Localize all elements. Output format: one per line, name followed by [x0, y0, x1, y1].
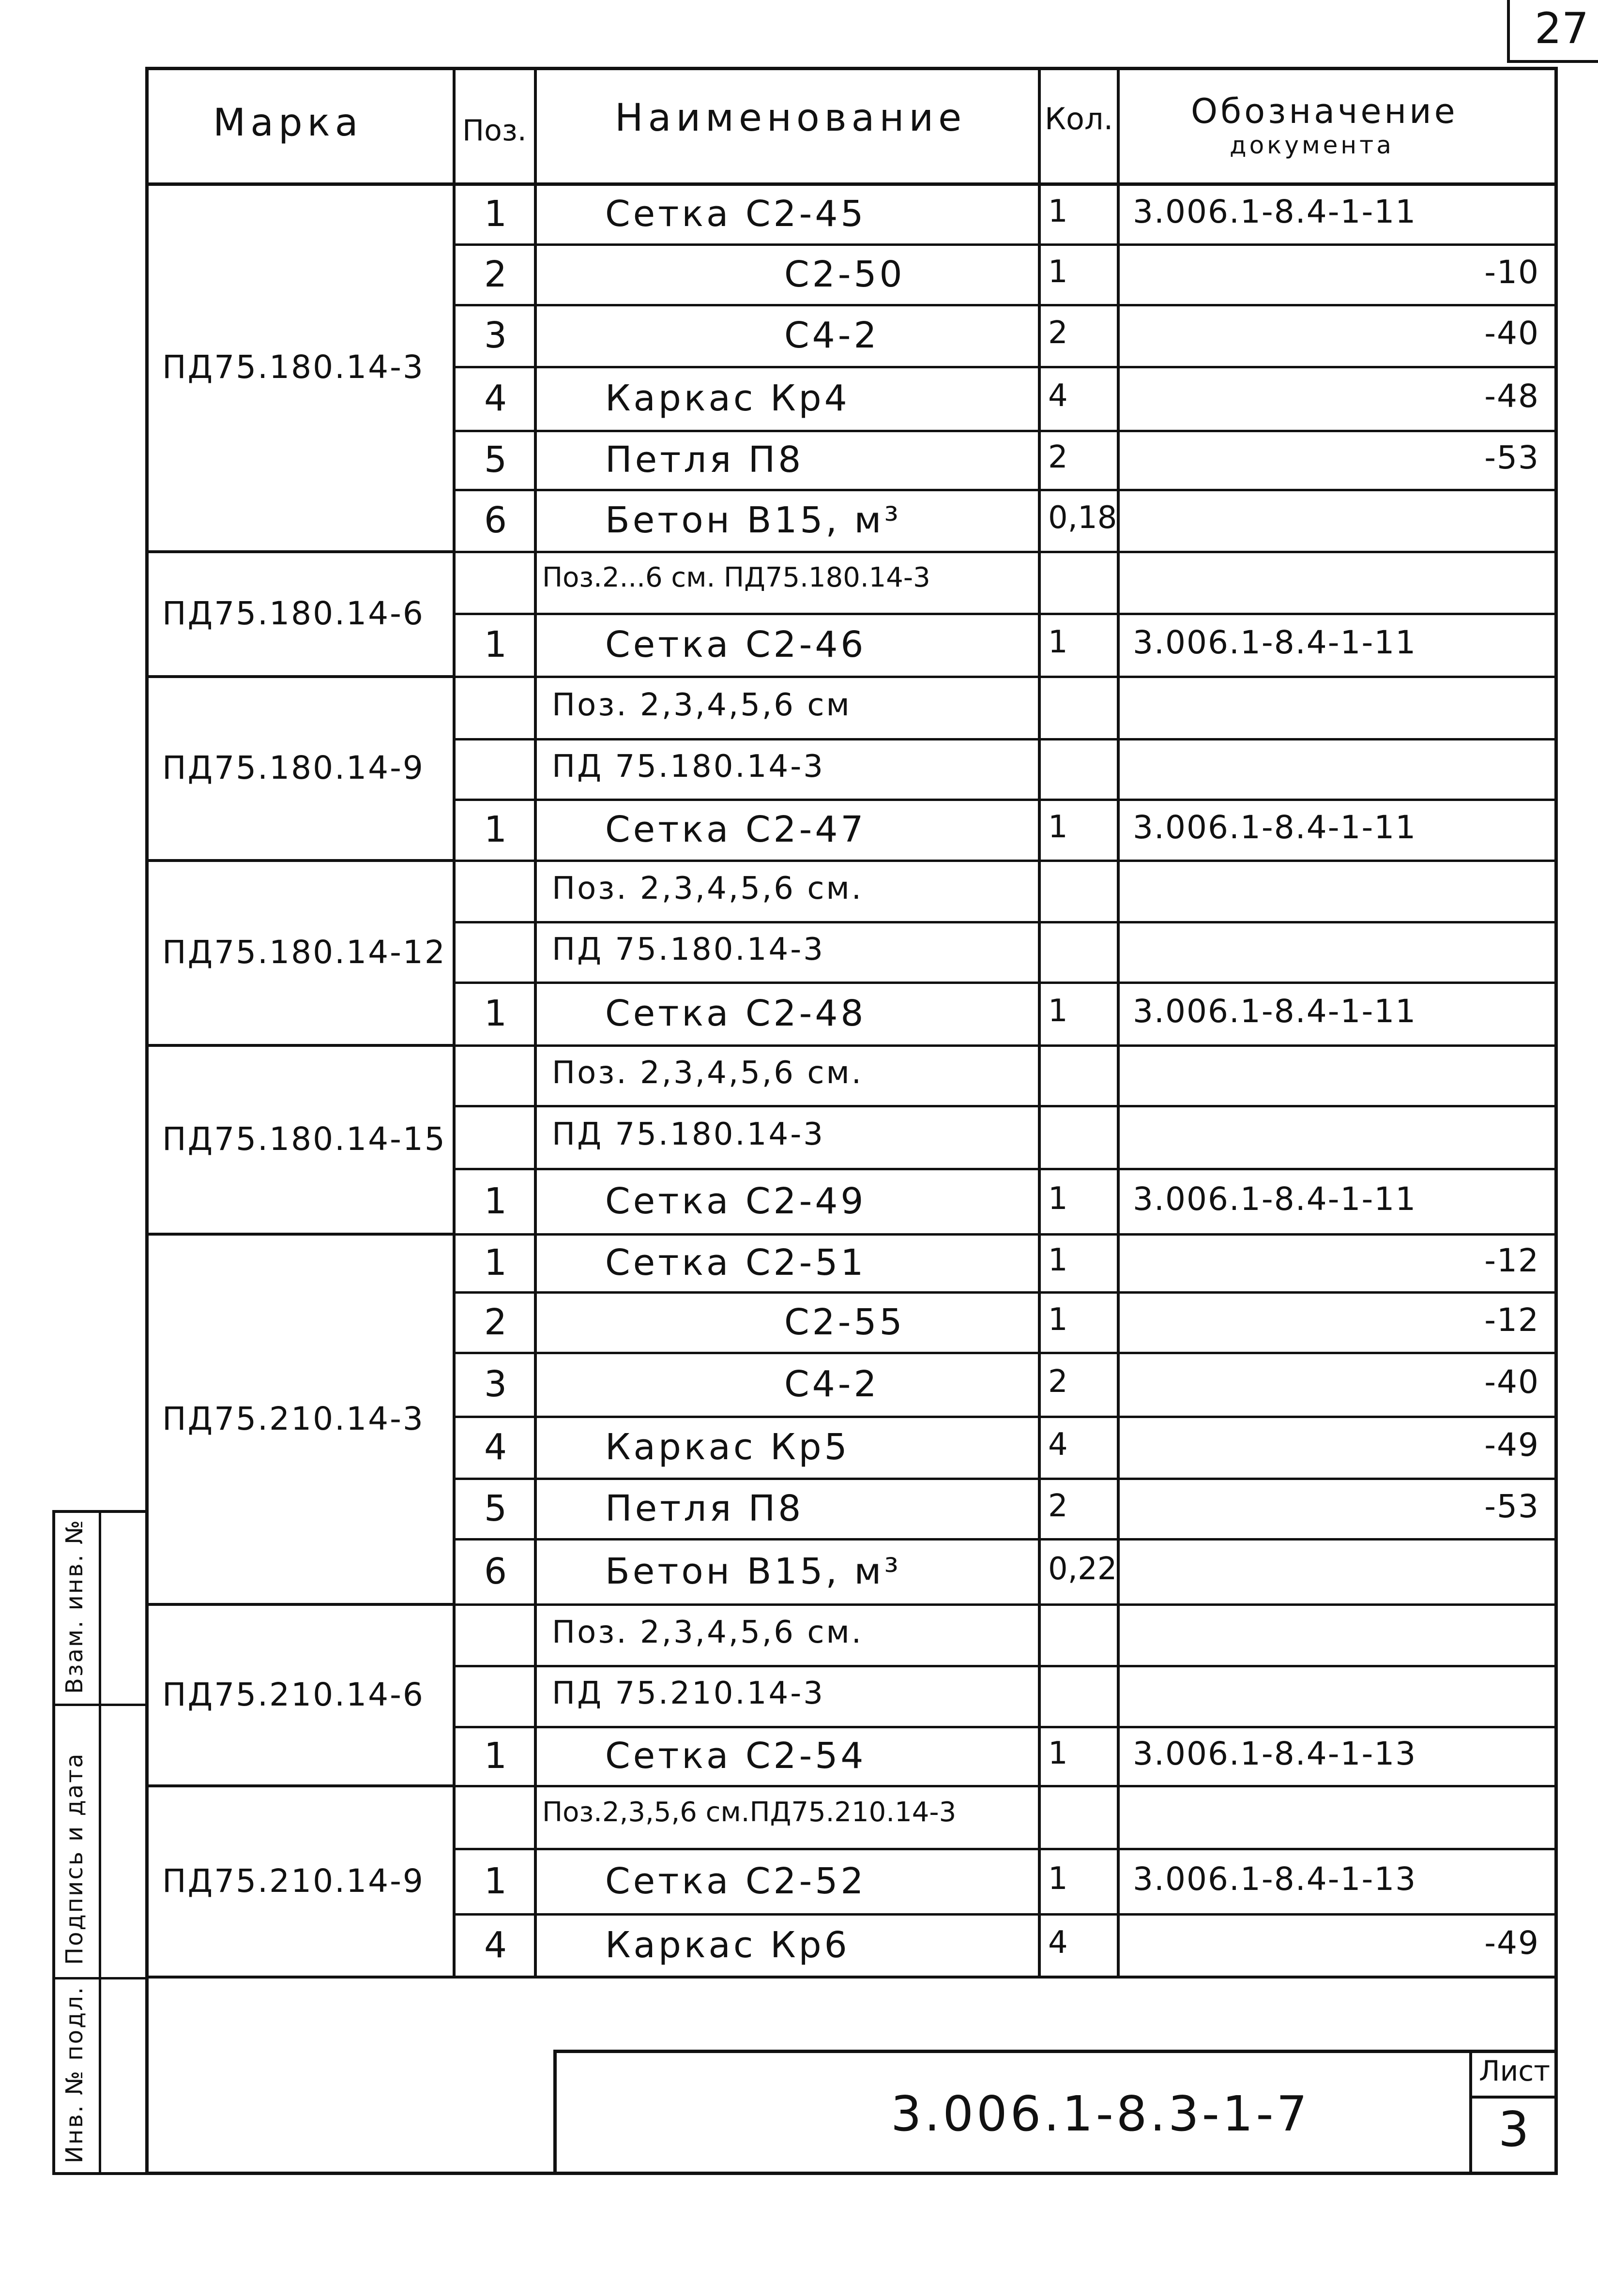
row-name: Поз. 2,3,4,5,6 см. — [552, 1055, 864, 1091]
row-name: Поз. 2,3,4,5,6 см. — [552, 1614, 864, 1650]
row-pos: 5 — [484, 439, 510, 481]
header-marka: Марка — [213, 101, 363, 145]
group-line — [145, 1233, 454, 1236]
row-pos: 1 — [484, 193, 510, 235]
row-doc: 3.006.1-8.4-1-11 — [1133, 1180, 1417, 1218]
group-line — [145, 675, 454, 678]
side-label-inv: Инв. № подл. — [61, 1985, 88, 2163]
sheet-label: Лист — [1479, 2054, 1550, 2087]
row-line — [454, 1105, 1558, 1107]
row-name: Сетка С2-49 — [605, 1180, 867, 1222]
row-line — [454, 1848, 1558, 1850]
row-pos: 1 — [484, 1242, 510, 1284]
row-name: Бетон В15, м³ — [605, 499, 902, 541]
row-qty: 1 — [1048, 624, 1068, 660]
row-pos: 4 — [484, 378, 510, 419]
row-line — [454, 613, 1558, 615]
row-name: ПД 75.180.14-3 — [552, 748, 825, 785]
row-name: ПД 75.180.14-3 — [552, 931, 825, 967]
row-line — [454, 489, 1558, 491]
row-line — [454, 304, 1558, 306]
row-pos: 3 — [484, 315, 510, 356]
row-qty: 2 — [1048, 315, 1068, 351]
row-doc: -40 — [1484, 1363, 1539, 1401]
row-doc: -12 — [1484, 1242, 1539, 1279]
row-doc: -49 — [1484, 1426, 1539, 1464]
row-qty: 4 — [1048, 1925, 1068, 1961]
row-name: С2-55 — [784, 1301, 905, 1343]
row-name: Сетка С2-45 — [605, 193, 867, 235]
row-doc: -48 — [1484, 378, 1539, 415]
row-name: С4-2 — [784, 1363, 880, 1405]
header-qty: Кол. — [1045, 101, 1113, 136]
column-line — [534, 67, 537, 1977]
row-line — [454, 860, 1558, 862]
row-qty: 4 — [1048, 1427, 1068, 1463]
column-line — [1117, 67, 1120, 1977]
row-name: Петля П8 — [605, 1487, 804, 1529]
row-qty: 4 — [1048, 378, 1068, 414]
row-name: С2-50 — [784, 253, 905, 295]
row-doc: -10 — [1484, 253, 1539, 291]
row-line — [454, 1726, 1558, 1728]
row-name: Сетка С2-48 — [605, 993, 867, 1034]
marka-label: ПД75.180.14-15 — [162, 1120, 446, 1158]
row-name: ПД 75.210.14-3 — [552, 1676, 825, 1711]
row-doc: -49 — [1484, 1924, 1539, 1962]
row-pos: 2 — [484, 253, 510, 295]
row-pos: 2 — [484, 1301, 510, 1343]
row-name: Поз.2,3,5,6 см.ПД75.210.14-3 — [542, 1797, 957, 1828]
row-qty: 1 — [1048, 993, 1068, 1029]
row-qty: 2 — [1048, 1364, 1068, 1400]
row-name: Бетон В15, м³ — [605, 1550, 902, 1592]
row-doc: 3.006.1-8.4-1-11 — [1133, 193, 1417, 230]
row-qty: 1 — [1048, 1736, 1068, 1771]
row-name: Сетка С2-46 — [605, 624, 867, 665]
header-pos: Поз. — [462, 114, 527, 148]
row-qty: 0,18 — [1048, 500, 1117, 536]
row-line — [454, 1785, 1558, 1787]
row-line — [454, 1538, 1558, 1541]
row-qty: 2 — [1048, 439, 1068, 475]
header-doc-line1: Обозначение — [1191, 91, 1458, 131]
row-name: Сетка С2-52 — [605, 1860, 867, 1902]
row-qty: 1 — [1048, 254, 1068, 290]
row-line — [454, 243, 1558, 246]
header-separator — [145, 182, 1558, 186]
group-line — [145, 1603, 454, 1606]
row-qty: 1 — [1048, 1301, 1068, 1338]
row-pos: 3 — [484, 1363, 510, 1405]
row-doc: 3.006.1-8.4-1-11 — [1133, 993, 1417, 1030]
row-line — [454, 1603, 1558, 1606]
row-line — [454, 738, 1558, 740]
row-pos: 1 — [484, 993, 510, 1034]
row-doc: 3.006.1-8.4-1-11 — [1133, 809, 1417, 846]
row-name: Каркас Кр6 — [605, 1924, 850, 1966]
row-qty: 1 — [1048, 1242, 1068, 1278]
row-qty: 1 — [1048, 1860, 1068, 1897]
row-line — [454, 1233, 1558, 1236]
column-line — [453, 67, 456, 1977]
row-name: Поз.2...6 см. ПД75.180.14-3 — [542, 562, 930, 593]
row-line — [454, 1665, 1558, 1667]
group-line — [145, 859, 454, 862]
row-name: Сетка С2-47 — [605, 809, 867, 850]
marka-label: ПД75.210.14-9 — [162, 1862, 425, 1900]
row-line — [454, 799, 1558, 801]
sheet-number: 3 — [1498, 2101, 1529, 2158]
row-doc: -40 — [1484, 315, 1539, 352]
row-qty: 0,22 — [1048, 1551, 1117, 1587]
row-qty: 1 — [1048, 193, 1068, 229]
marka-label: ПД75.210.14-6 — [162, 1676, 425, 1713]
row-line — [454, 982, 1558, 984]
row-line — [454, 366, 1558, 368]
row-line — [454, 921, 1558, 923]
marka-label: ПД75.180.14-9 — [162, 749, 425, 786]
sheet-corner-number: 27 — [1535, 3, 1589, 53]
row-doc: 3.006.1-8.4-1-13 — [1133, 1860, 1417, 1898]
row-pos: 6 — [484, 1550, 510, 1592]
row-doc: 3.006.1-8.4-1-13 — [1133, 1735, 1417, 1772]
row-qty: 2 — [1048, 1488, 1068, 1524]
marka-label: ПД75.180.14-12 — [162, 934, 446, 971]
marka-label: ПД75.180.14-3 — [162, 348, 425, 386]
row-pos: 4 — [484, 1426, 510, 1468]
table-bottom-line — [145, 1976, 1558, 1979]
row-pos: 6 — [484, 499, 510, 541]
marka-label: ПД75.210.14-3 — [162, 1400, 425, 1437]
row-line — [454, 1416, 1558, 1418]
row-line — [454, 1291, 1558, 1294]
group-line — [145, 1044, 454, 1047]
header-name: Наименование — [615, 96, 967, 140]
side-label-vzam: Взам. инв. № — [61, 1519, 88, 1694]
group-line — [145, 550, 454, 553]
row-line — [454, 1044, 1558, 1047]
group-line — [145, 1784, 454, 1787]
row-name: ПД 75.180.14-3 — [552, 1117, 825, 1152]
row-doc: 3.006.1-8.4-1-11 — [1133, 624, 1417, 661]
row-doc: -53 — [1484, 439, 1539, 476]
row-line — [454, 430, 1558, 432]
row-pos: 5 — [484, 1487, 510, 1529]
row-line — [454, 1168, 1558, 1170]
row-qty: 1 — [1048, 809, 1068, 845]
title-code: 3.006.1-8.3-1-7 — [891, 2085, 1310, 2142]
row-pos: 1 — [484, 1860, 510, 1902]
row-name: Поз. 2,3,4,5,6 см — [552, 687, 852, 723]
column-line — [1038, 67, 1041, 1977]
row-name: Каркас Кр4 — [605, 378, 850, 419]
row-pos: 1 — [484, 624, 510, 665]
row-pos: 4 — [484, 1924, 510, 1966]
row-line — [454, 1352, 1558, 1354]
row-name: Сетка С2-54 — [605, 1735, 867, 1777]
row-doc: -12 — [1484, 1301, 1539, 1339]
row-line — [454, 676, 1558, 678]
row-doc: -53 — [1484, 1487, 1539, 1525]
row-line — [454, 551, 1558, 553]
row-line — [454, 1478, 1558, 1480]
row-name: Поз. 2,3,4,5,6 см. — [552, 870, 864, 906]
header-doc-line2: документа — [1230, 131, 1394, 159]
row-pos: 1 — [484, 1735, 510, 1777]
row-qty: 1 — [1048, 1180, 1068, 1217]
marka-label: ПД75.180.14-6 — [162, 595, 425, 632]
row-name: С4-2 — [784, 315, 880, 356]
row-line — [454, 1913, 1558, 1916]
row-name: Петля П8 — [605, 439, 804, 481]
side-label-podpis: Подпись и дата — [61, 1752, 88, 1965]
row-pos: 1 — [484, 809, 510, 850]
row-pos: 1 — [484, 1180, 510, 1222]
row-name: Каркас Кр5 — [605, 1426, 850, 1468]
row-name: Сетка С2-51 — [605, 1242, 867, 1284]
